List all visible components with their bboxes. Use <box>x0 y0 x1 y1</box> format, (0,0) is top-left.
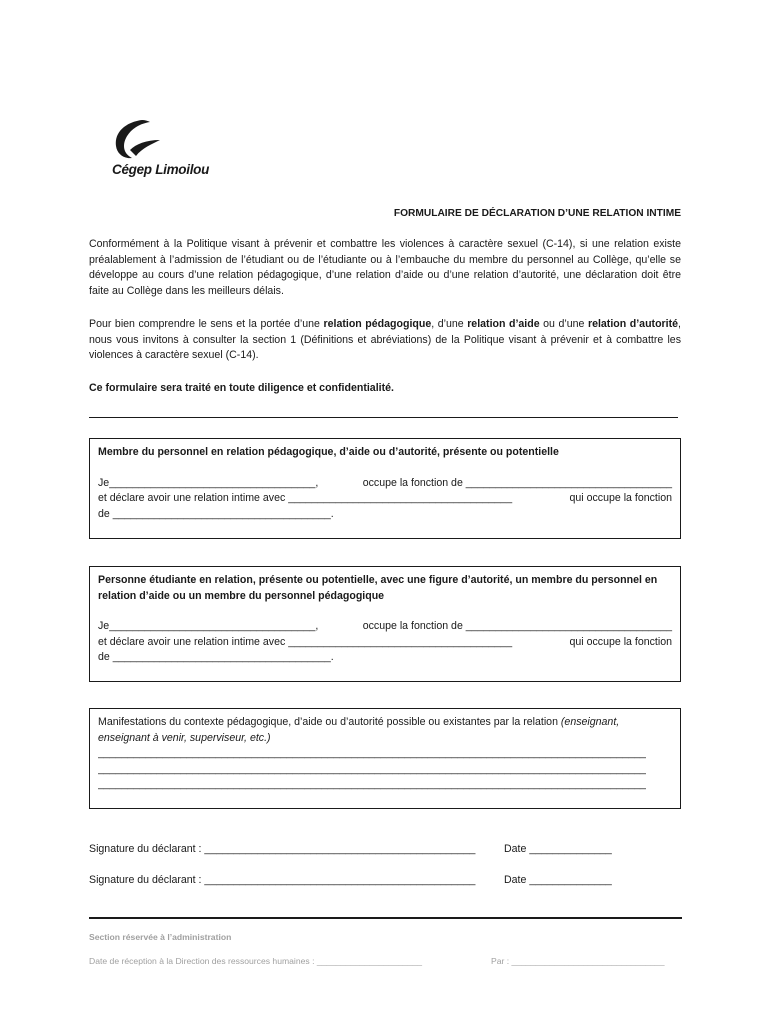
signature-date-field-1[interactable]: Date ______________ <box>504 843 612 855</box>
p2-relation-aide: relation d’aide <box>467 318 540 330</box>
student-partner-function-field[interactable]: de _____________________________________. <box>98 651 334 663</box>
page-title: FORMULAIRE DE DÉCLARATION D’UNE RELATION INTIME <box>393 208 681 219</box>
cegep-limoilou-logo-icon <box>112 118 168 162</box>
separator-line <box>89 417 678 418</box>
admin-separator <box>89 917 682 919</box>
context-section-heading <box>98 715 672 746</box>
staff-name-field[interactable]: Je___________________________________, <box>98 476 319 489</box>
context-section <box>89 708 681 809</box>
p2-relation-autorite: relation d’autorité <box>587 318 679 330</box>
staff-function-field[interactable]: occupe la fonction de ___________________________________ <box>362 476 672 489</box>
student-section <box>89 566 681 682</box>
staff-line-1[interactable] <box>98 476 672 492</box>
student-partner-function-label: qui occupe la fonction <box>569 635 672 648</box>
student-line-2[interactable] <box>98 635 672 651</box>
student-partner-field[interactable]: et déclare avoir une relation intime avec ______________________________________ <box>98 635 513 648</box>
student-function-field[interactable]: occupe la fonction de ___________________________________ <box>362 620 672 632</box>
staff-partner-function-field[interactable]: de _____________________________________. <box>98 507 334 520</box>
p2-text-g: , nous vous invitons à consulter la section 1 (Définitions et abréviations) de la Politique visant à prévenir et à combattre les violences à caractère sexuel (C-14). <box>89 318 681 361</box>
context-heading-examples: (enseignant, enseignant à venir, superviseur, etc.) <box>98 716 620 744</box>
signature-date-field-2[interactable]: Date ______________ <box>504 874 612 886</box>
signature-row-1[interactable] <box>89 842 612 858</box>
context-heading-text: Manifestations du contexte pédagogique, d’aide ou d’autorité possible ou existantes par la relation <box>98 716 561 728</box>
staff-partner-function-label: qui occupe la fonction <box>569 492 672 504</box>
cegep-limoilou-logo <box>108 118 228 180</box>
p2-text-a: Pour bien comprendre le sens et la portée d’une <box>89 318 324 330</box>
p2-text-e: ou d’une <box>539 318 588 330</box>
admin-reception-date-field[interactable]: Date de réception à la Direction des ressources humaines : ______________________ <box>89 956 422 966</box>
context-line-3[interactable]: _____________________________________________________________________________________________ <box>98 778 646 790</box>
student-section-heading: Personne étudiante en relation, présente ou potentielle, avec une figure d’autorité, un membre du personnel en relation d’aide ou un membre du personnel pédagogique <box>98 574 658 602</box>
admin-section-title: Section réservée à l’administration <box>89 932 232 942</box>
context-line-1[interactable]: _____________________________________________________________________________________________ <box>98 747 646 759</box>
confidentiality-note: Ce formulaire sera traité en toute diligence et confidentialité. <box>89 382 394 394</box>
p2-text-c: , d’une <box>431 318 468 330</box>
signature-field-2[interactable]: Signature du déclarant : ______________________________________________ <box>89 874 476 886</box>
admin-par-field[interactable]: Par : ________________________________ <box>491 956 665 966</box>
staff-partner-field[interactable]: et déclare avoir une relation intime avec ______________________________________ <box>98 492 513 504</box>
intro-paragraph-1: Conformément à la Politique visant à prévenir et combattre les violences à caractère sexuel (C-14), si une relation existe préalablement à l’admission de l’étudiant ou de l’étudiante ou à l’embauche du membre du personnel au Collège, qu’elle se développe au cours d’une relation pédagogique, d’une relation d’aide ou d’une relation d’autorité, une déclaration doit être faite au Collège dans les meilleurs délais. <box>89 238 681 297</box>
staff-line-2[interactable] <box>98 491 672 507</box>
signature-field-1[interactable]: Signature du déclarant : ______________________________________________ <box>89 843 476 855</box>
student-line-1[interactable] <box>98 619 672 635</box>
signature-row-2[interactable] <box>89 873 612 889</box>
student-name-field[interactable]: Je___________________________________, <box>98 620 319 632</box>
staff-section <box>89 438 681 539</box>
intro-paragraph-2 <box>89 317 681 364</box>
context-line-2[interactable]: _____________________________________________________________________________________________ <box>98 762 646 775</box>
staff-section-heading: Membre du personnel en relation pédagogique, d’aide ou d’autorité, présente ou potentielle <box>98 446 559 458</box>
p2-relation-pedagogique: relation pédagogique <box>323 318 432 330</box>
logo-text: Cégep Limoilou <box>112 162 210 177</box>
